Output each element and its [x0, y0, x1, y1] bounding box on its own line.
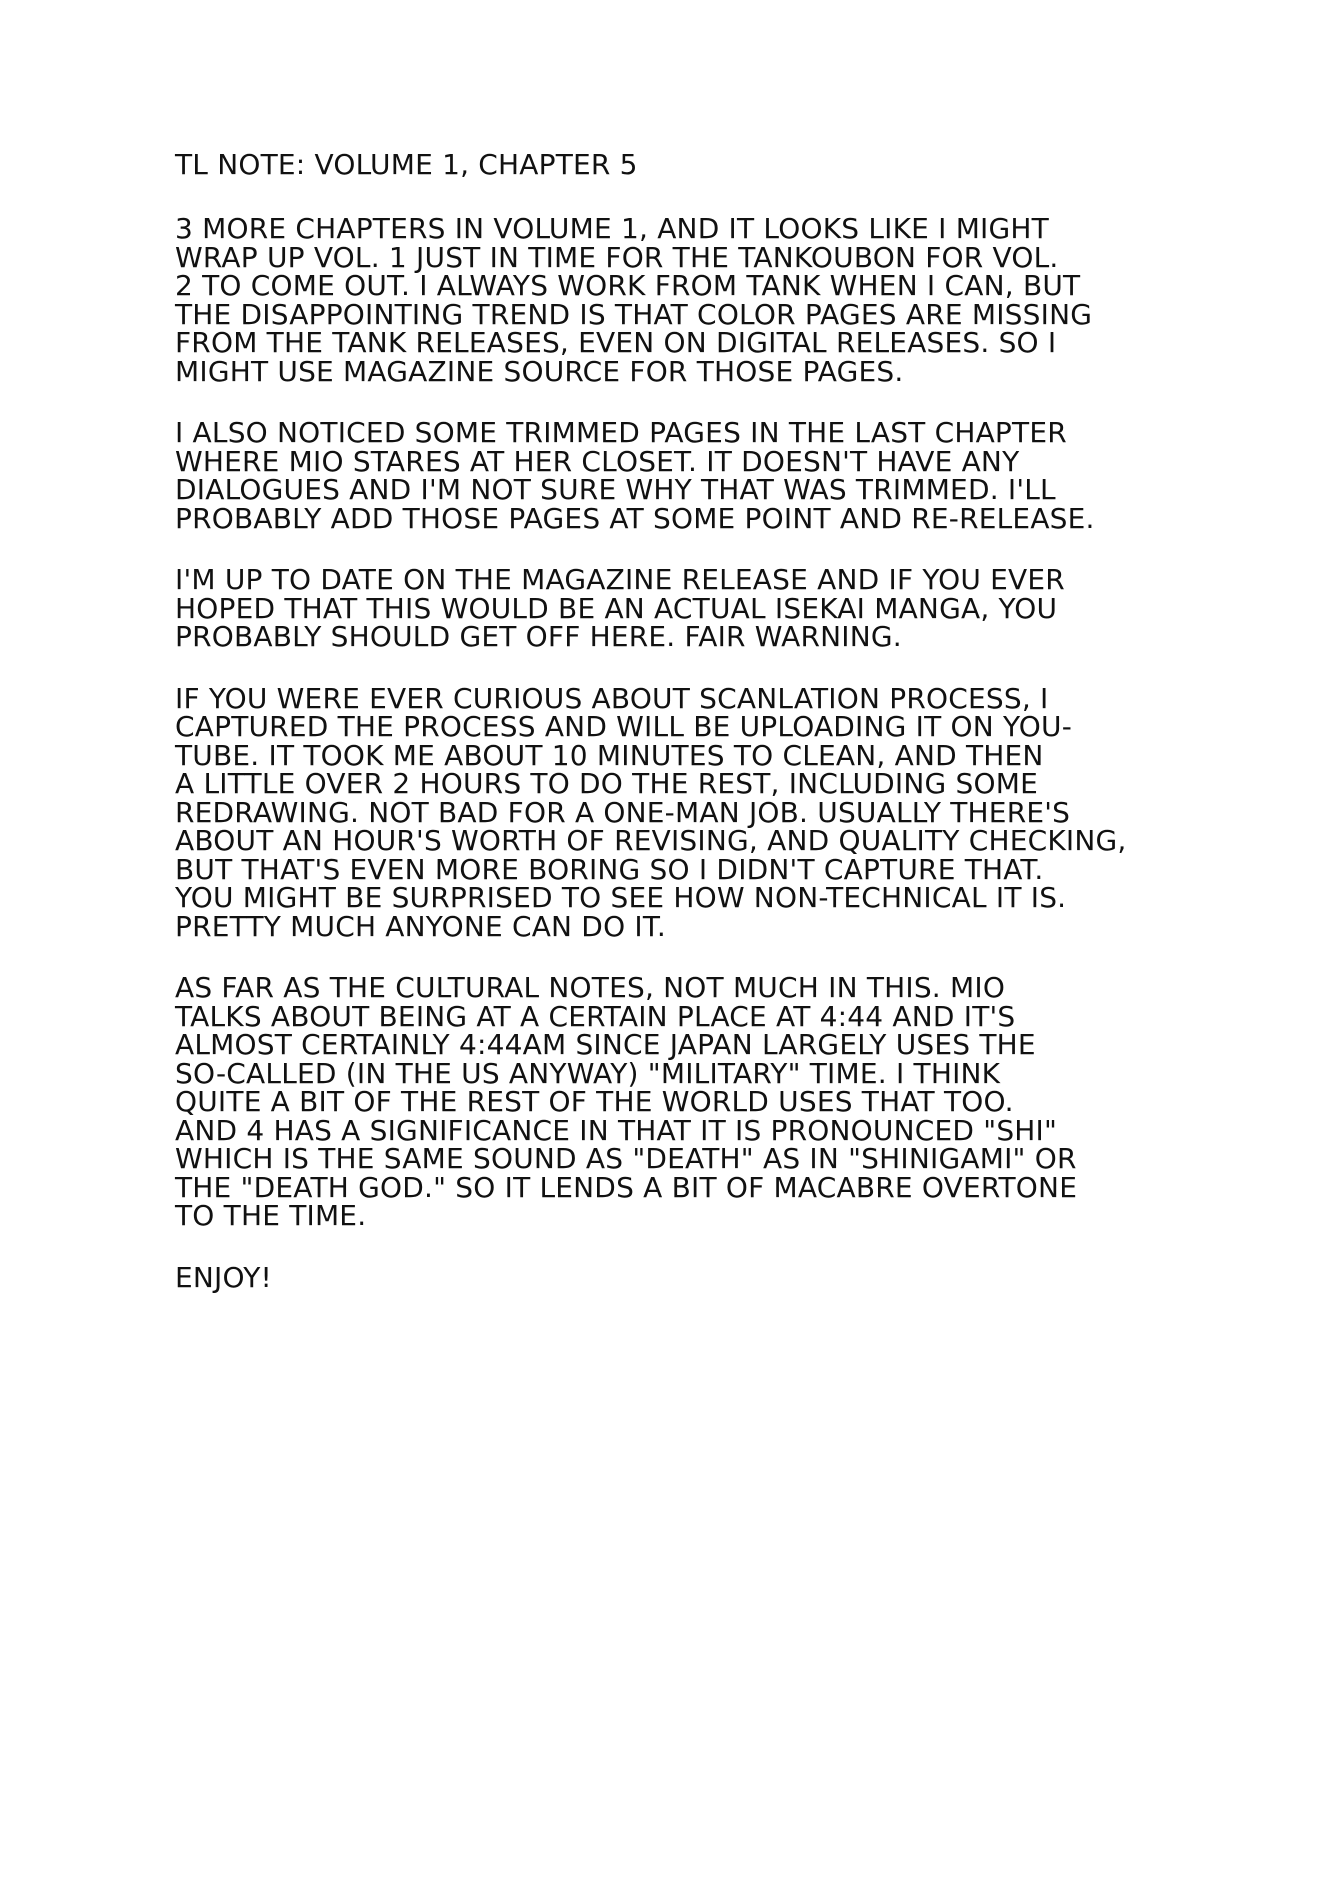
text-line: AND 4 HAS A SIGNIFICANCE IN THAT IT IS PRONOUNCED "SHI" [175, 1113, 1058, 1147]
text-line: A LITTLE OVER 2 HOURS TO DO THE REST, INCLUDING SOME [175, 767, 1038, 800]
text-line: SO-CALLED (IN THE US ANYWAY) "MILITARY" TIME. I THINK [175, 1056, 1001, 1090]
text-line: CAPTURED THE PROCESS AND WILL BE UPLOADING IT ON YOU- [175, 710, 1073, 743]
text-line: TALKS ABOUT BEING AT A CERTAIN PLACE AT 4:44 AND IT'S [175, 999, 1016, 1033]
text-line: WRAP UP VOL. 1 JUST IN TIME FOR THE TANKOUBON FOR VOL. [175, 240, 1059, 274]
text-line: REDRAWING. NOT BAD FOR A ONE-MAN JOB. USUALLY THERE'S [175, 795, 1071, 829]
text-line: PROBABLY SHOULD GET OFF HERE. FAIR WARNING. [175, 620, 902, 653]
note-title: TL NOTE: VOLUME 1, CHAPTER 5 [175, 148, 638, 181]
text-line: TO THE TIME. [175, 1199, 367, 1232]
text-line: DIALOGUES AND I'M NOT SURE WHY THAT WAS TRIMMED. I'LL [175, 473, 1056, 506]
text-line: BUT THAT'S EVEN MORE BORING SO I DIDN'T CAPTURE THAT. [175, 852, 1044, 886]
paragraph-release-plans [175, 212, 1255, 388]
text-line: I ALSO NOTICED SOME TRIMMED PAGES IN THE LAST CHAPTER [175, 416, 1067, 449]
text-line: ALMOST CERTAINLY 4:44AM SINCE JAPAN LARGELY USES THE [175, 1028, 1036, 1061]
text-line: TUBE. IT TOOK ME ABOUT 10 MINUTES TO CLEAN, AND THEN [175, 738, 1044, 772]
paragraph-trimmed-pages [175, 416, 1255, 535]
text-line: AS FAR AS THE CULTURAL NOTES, NOT MUCH IN THIS. MIO [175, 971, 1006, 1004]
paragraph-cultural-notes [175, 971, 1255, 1232]
paragraph-magazine-release [175, 563, 1255, 653]
text-line: THE "DEATH GOD." SO IT LENDS A BIT OF MACABRE OVERTONE [175, 1170, 1078, 1204]
text-line: PROBABLY ADD THOSE PAGES AT SOME POINT AND RE-RELEASE. [175, 501, 1095, 535]
closing-text: ENJOY! [175, 1260, 272, 1294]
text-line: I'M UP TO DATE ON THE MAGAZINE RELEASE AND IF YOU EVER [175, 563, 1065, 596]
text-line: PRETTY MUCH ANYONE CAN DO IT. [175, 909, 666, 943]
paragraph-scanlation-process [175, 681, 1255, 943]
text-line: YOU MIGHT BE SURPRISED TO SEE HOW NON-TECHNICAL IT IS. [175, 881, 1067, 914]
translator-note [175, 150, 1255, 1292]
text-line: WHICH IS THE SAME SOUND AS "DEATH" AS IN "SHINIGAMI" OR [175, 1142, 1077, 1175]
text-line: 3 MORE CHAPTERS IN VOLUME 1, AND IT LOOKS LIKE I MIGHT [175, 212, 1049, 245]
text-line: WHERE MIO STARES AT HER CLOSET. IT DOESN'T HAVE ANY [175, 444, 1020, 478]
text-line: QUITE A BIT OF THE REST OF THE WORLD USES THAT TOO. [175, 1085, 1014, 1118]
text-line: ABOUT AN HOUR'S WORTH OF REVISING, AND QUALITY CHECKING, [175, 824, 1127, 857]
text-line: 2 TO COME OUT. I ALWAYS WORK FROM TANK WHEN I CAN, BUT [175, 269, 1081, 302]
text-line: FROM THE TANK RELEASES, EVEN ON DIGITAL RELEASES. SO I [175, 326, 1057, 359]
text-line: IF YOU WERE EVER CURIOUS ABOUT SCANLATION PROCESS, I [175, 681, 1049, 715]
text-line: MIGHT USE MAGAZINE SOURCE FOR THOSE PAGES. [175, 354, 904, 388]
text-line: HOPED THAT THIS WOULD BE AN ACTUAL ISEKAI MANGA, YOU [175, 591, 1058, 625]
text-line: THE DISAPPOINTING TREND IS THAT COLOR PAGES ARE MISSING [175, 297, 1093, 331]
